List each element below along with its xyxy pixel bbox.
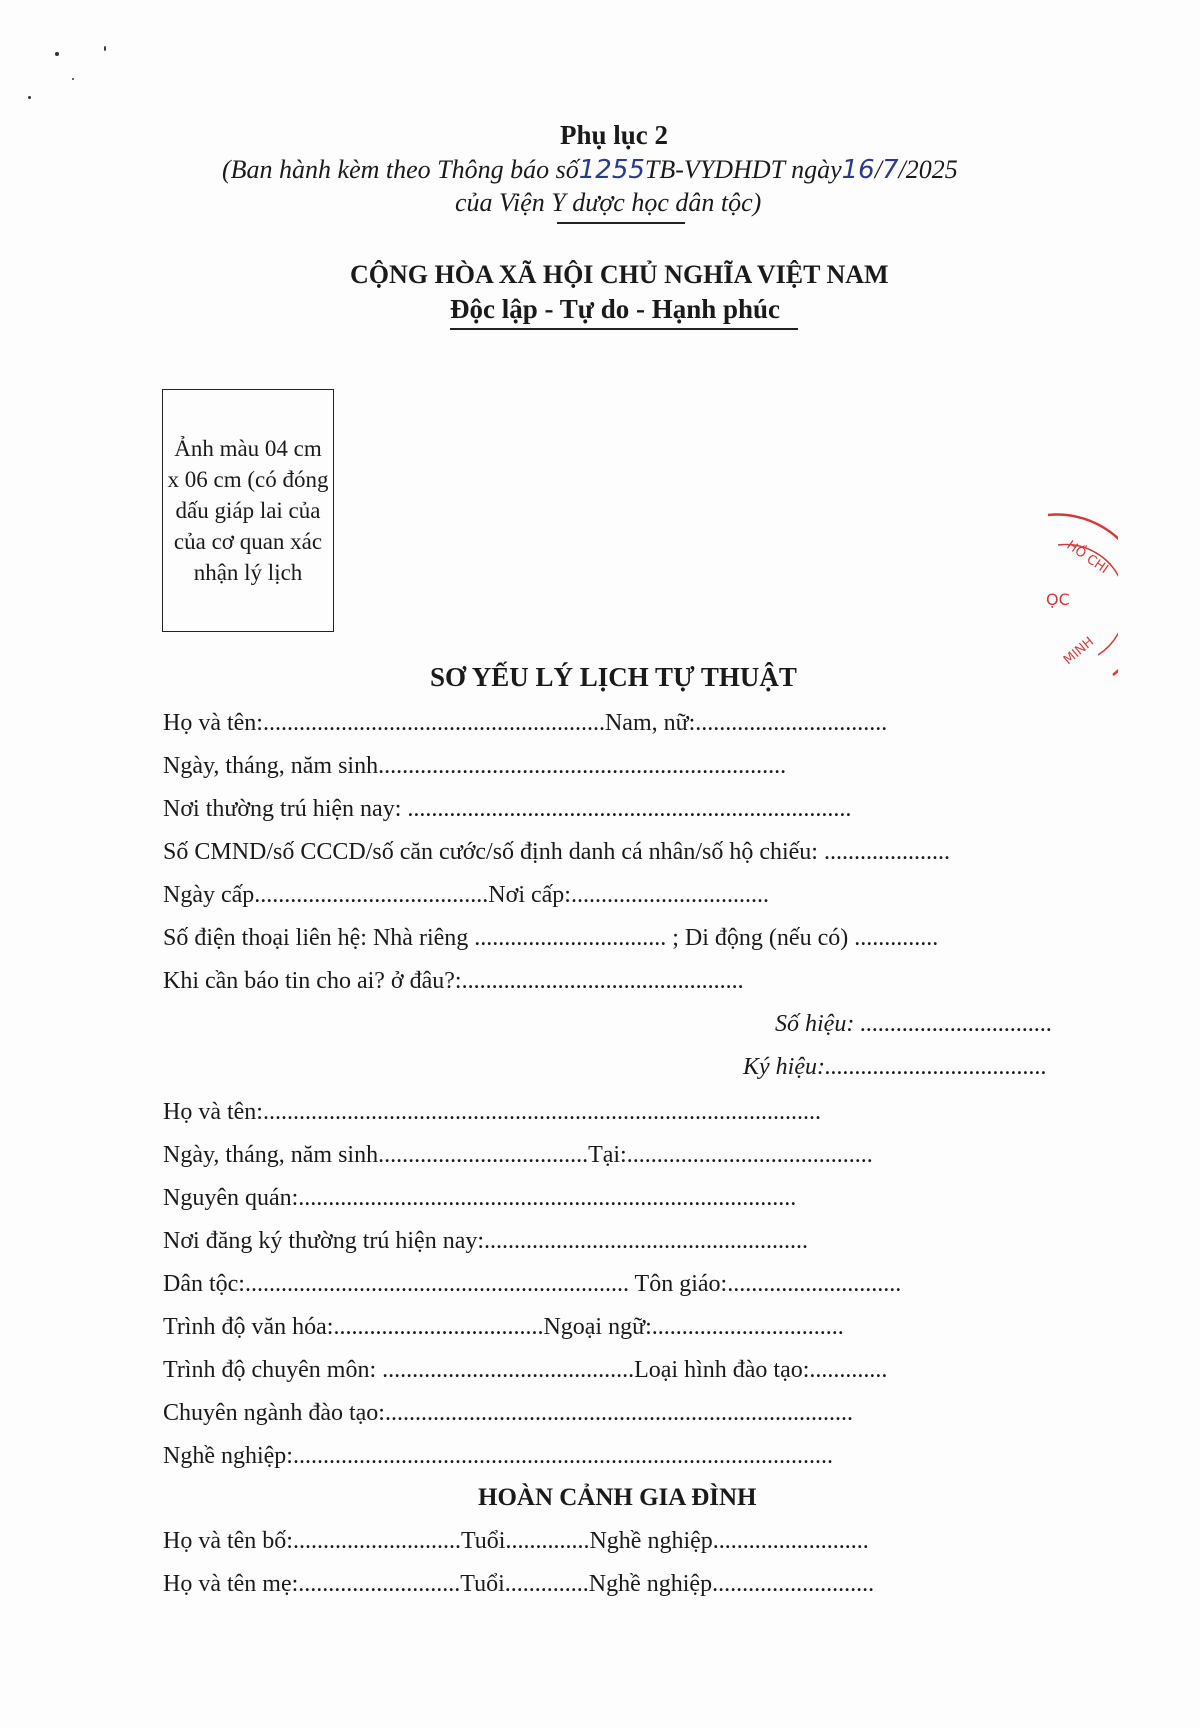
field-ethnicity-religion[interactable]: Dân tộc:................................................................ Tôn giáo:............................. [163, 1271, 902, 1297]
field-emergency-contact[interactable]: Khi cần báo tin cho ai? ở đâu?:............................................... [163, 968, 744, 994]
appendix-title: Phụ lục 2 [560, 120, 669, 150]
field-qualification-training[interactable]: Trình độ chuyên môn: ..........................................Loại hình đào tạo:............. [163, 1357, 888, 1383]
scan-speck [55, 52, 59, 56]
field-mother[interactable]: Họ và tên mẹ:...........................Tuổi..............Nghề nghiệp........................... [163, 1571, 875, 1597]
red-seal-stamp [1018, 505, 1118, 695]
scan-speck [28, 96, 31, 99]
issued-month: 7 [881, 155, 899, 185]
stamp-text-mid: ỌC [1046, 590, 1070, 609]
issued-mid: TB-VYDHDT ngày [644, 155, 842, 184]
national-title: CỘNG HÒA XÃ HỘI CHỦ NGHĨA VIỆT NAM [350, 260, 889, 289]
family-section-title: HOÀN CẢNH GIA ĐÌNH [478, 1484, 757, 1511]
scan-speck [72, 78, 74, 80]
field-registered-residence[interactable]: Nơi đăng ký thường trú hiện nay:...................................................... [163, 1228, 809, 1254]
field-full-name-gender[interactable]: Họ và tên:.........................................................Nam, nữ:................................ [163, 710, 888, 736]
field-current-residence[interactable]: Nơi thường trú hiện nay: .......................................................................... [163, 796, 852, 822]
field-father[interactable]: Họ và tên bố:............................Tuổi..............Nghề nghiệp.......................... [163, 1528, 869, 1554]
field-full-name[interactable]: Họ và tên:............................................................................................. [163, 1099, 821, 1125]
scan-speck [104, 46, 106, 51]
field-id-number[interactable]: Số CMND/số CCCD/số căn cước/số định danh cá nhân/số hộ chiếu: ..................... [163, 839, 950, 865]
photo-placeholder [162, 389, 334, 632]
field-occupation[interactable]: Nghề nghiệp:.......................................................................................... [163, 1443, 833, 1469]
issued-day: 16 [841, 155, 875, 185]
field-ky-hieu[interactable]: Ký hiệu:..................................... [743, 1054, 1047, 1080]
field-issue-date-place[interactable]: Ngày cấp.......................................Nơi cấp:................................. [163, 882, 769, 908]
motto-underline [450, 328, 798, 330]
photo-placeholder-text: Ảnh màu 04 cm x 06 cm (có đóng dấu giáp lai của của cơ quan xác nhận lý lịch [167, 436, 329, 585]
issued-by: của Viện Y dược học dân tộc) [455, 188, 762, 217]
issued-sep: / [874, 155, 882, 184]
issued-number: 1255 [578, 155, 645, 185]
issued-prefix: (Ban hành kèm theo Thông báo số [222, 155, 579, 184]
field-hometown[interactable]: Nguyên quán:................................................................................... [163, 1185, 797, 1211]
stamp-text-bottom: MINH [1060, 634, 1098, 669]
field-major[interactable]: Chuyên ngành đào tạo:.............................................................................. [163, 1400, 853, 1426]
issued-by-underline [557, 222, 685, 224]
field-phone[interactable]: Số điện thoại liên hệ: Nhà riêng ................................ ; Di động (nếu có) .............. [163, 925, 939, 951]
field-education-language[interactable]: Trình độ văn hóa:...................................Ngoại ngữ:................................ [163, 1314, 844, 1340]
issued-year: /2025 [898, 155, 958, 184]
field-birth-date-place[interactable]: Ngày, tháng, năm sinh...................................Tại:......................................... [163, 1142, 873, 1168]
form-title: SƠ YẾU LÝ LỊCH TỰ THUẬT [430, 662, 797, 692]
field-so-hieu[interactable]: Số hiệu: ................................ [775, 1011, 1053, 1037]
national-motto: Độc lập - Tự do - Hạnh phúc [450, 294, 781, 324]
issued-line [222, 155, 958, 185]
field-date-of-birth[interactable]: Ngày, tháng, năm sinh.................................................................... [163, 753, 787, 779]
stamp-text-top: HỒ CHÍ [1063, 537, 1111, 578]
